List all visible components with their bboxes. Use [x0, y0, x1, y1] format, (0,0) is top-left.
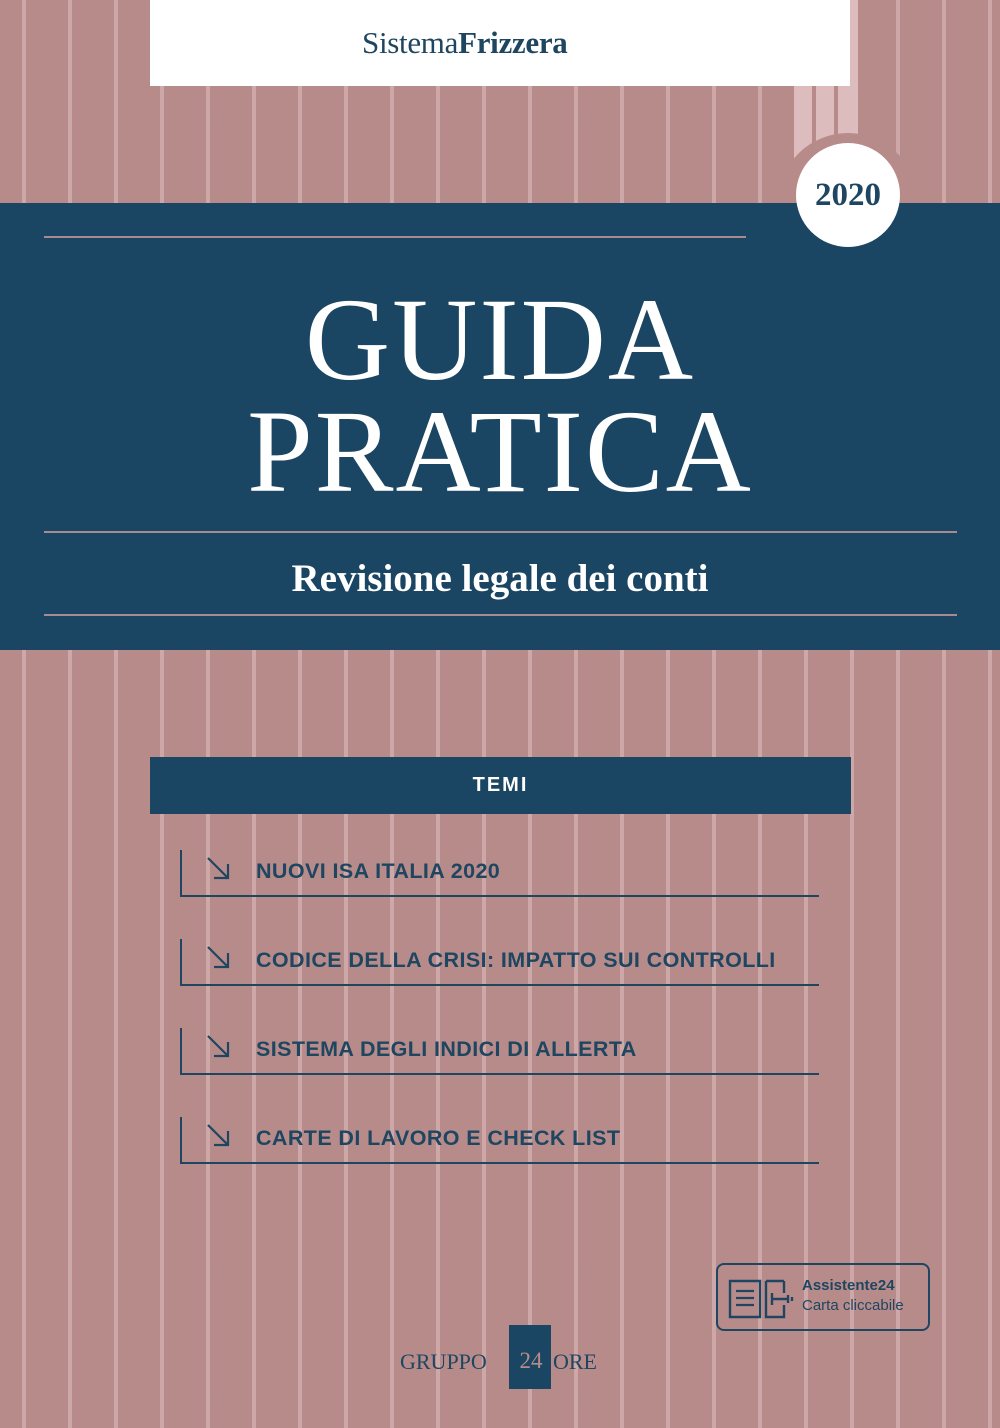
- topic-underline: [180, 895, 819, 897]
- publisher-logo: [400, 1325, 620, 1395]
- topic-underline: [180, 1162, 819, 1164]
- series-brand: [362, 25, 568, 61]
- publisher-left: GRUPPO: [400, 1349, 487, 1374]
- open-book-icon: [726, 1273, 800, 1323]
- year-badge: 2020: [796, 143, 900, 247]
- topic-bracket-vertical: [180, 850, 182, 896]
- arrow-down-right-icon: [202, 1119, 236, 1153]
- brand-band: [150, 0, 850, 86]
- publisher-right: ORE: [553, 1349, 597, 1374]
- topic-bracket-vertical: [180, 939, 182, 985]
- arrow-down-right-icon: [202, 1030, 236, 1064]
- topic-label: CODICE DELLA CRISI: IMPATTO SUI CONTROLLI: [256, 948, 776, 972]
- topic-underline: [180, 984, 819, 986]
- topic-underline: [180, 1073, 819, 1075]
- topic-item: [180, 850, 820, 939]
- topic-item: [180, 1028, 820, 1117]
- title-rule-top: [44, 236, 746, 238]
- arrow-down-right-icon: [202, 852, 236, 886]
- brand-bold: Frizzera: [458, 25, 568, 60]
- topics-list: [180, 850, 820, 1206]
- assistente-title: Assistente24: [802, 1277, 895, 1294]
- title-line-2: PRATICA: [247, 386, 753, 517]
- title-rule-bottom: [44, 614, 957, 616]
- topic-bracket-vertical: [180, 1117, 182, 1163]
- topic-item: [180, 939, 820, 1028]
- assistente-subtitle: Carta cliccabile: [802, 1297, 904, 1314]
- brand-regular: Sistema: [362, 25, 459, 60]
- temi-heading: TEMI: [472, 774, 529, 796]
- temi-heading-bar: [150, 757, 851, 814]
- topic-label: SISTEMA DEGLI INDICI DI ALLERTA: [256, 1037, 637, 1061]
- arrow-down-right-icon: [202, 941, 236, 975]
- assistente24-badge[interactable]: [716, 1263, 930, 1331]
- title-line-1: GUIDA: [304, 274, 696, 405]
- title-rule-middle: [44, 531, 957, 533]
- topic-item: [180, 1117, 820, 1206]
- publisher-number: 24: [519, 1348, 543, 1373]
- title-block: [0, 203, 1000, 650]
- topic-bracket-vertical: [180, 1028, 182, 1074]
- topic-label: NUOVI ISA ITALIA 2020: [256, 859, 501, 883]
- subtitle: Revisione legale dei conti: [291, 557, 709, 600]
- topic-label: CARTE DI LAVORO E CHECK LIST: [256, 1126, 621, 1150]
